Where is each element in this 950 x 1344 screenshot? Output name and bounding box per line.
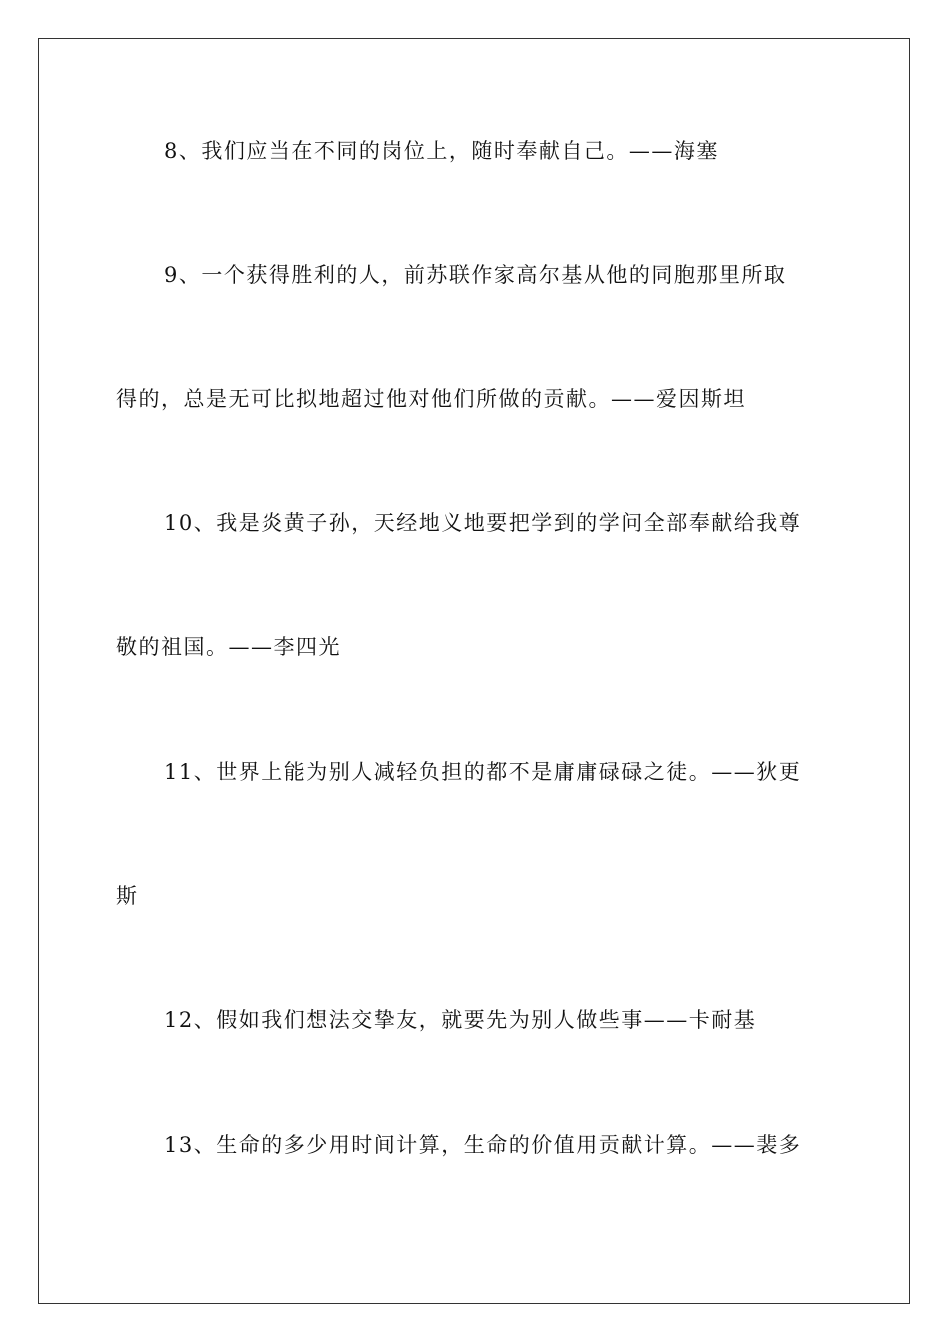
page-border [38,38,910,1304]
quote-10-line-1: 10、我是炎黄子孙，天经地义地要把学到的学问全部奉献给我尊 [164,511,802,535]
quote-12-line-1: 12、假如我们想法交挚友，就要先为别人做些事——卡耐基 [164,1008,757,1032]
quote-9-line-2: 得的，总是无可比拟地超过他对他们所做的贡献。——爱因斯坦 [116,387,746,411]
quote-8-line-1: 8、我们应当在不同的岗位上，随时奉献自己。——海塞 [164,139,719,163]
quote-10-line-2: 敬的祖国。——李四光 [116,635,341,659]
quote-13-line-1: 13、生命的多少用时间计算，生命的价值用贡献计算。——裴多 [164,1133,802,1157]
quote-11-line-2: 斯 [116,884,139,908]
quote-11-line-1: 11、世界上能为别人减轻负担的都不是庸庸碌碌之徒。——狄更 [164,760,802,784]
quote-9-line-1: 9、一个获得胜利的人，前苏联作家高尔基从他的同胞那里所取 [164,263,787,287]
